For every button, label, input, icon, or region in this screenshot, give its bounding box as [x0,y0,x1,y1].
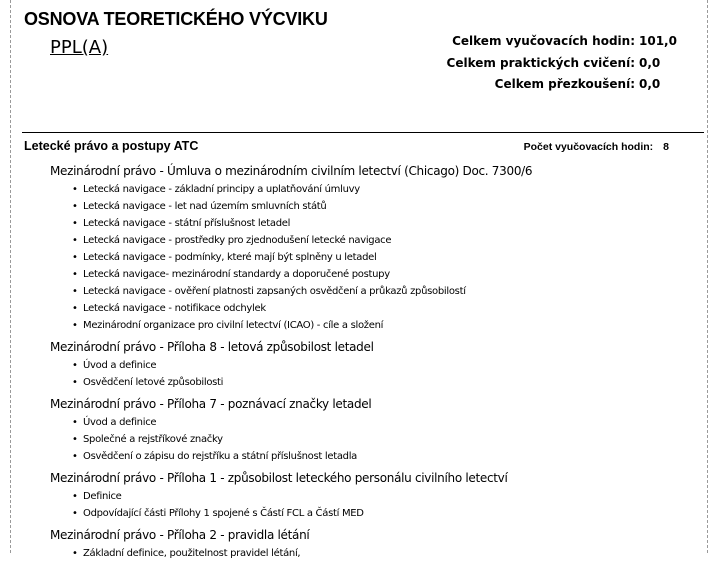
totals-value: 0,0 [639,77,661,91]
list-item: • Definice [50,488,700,505]
section-hours-label: Počet vyučovacích hodin: [523,141,654,153]
bullet-icon: • [72,218,78,229]
bullet-icon: • [72,201,78,212]
bullet-icon: • [72,508,78,519]
totals-row-lessons [447,31,681,53]
bullet-icon: • [72,377,78,388]
list-item: • Letecká navigace- mezinárodní standardy a doporučené postupy [50,266,700,283]
bullet-icon: • [72,434,78,445]
list-item: • Letecká navigace - ověření platnosti zapsaných osvědčení a průkazů způsobilostí [50,283,700,300]
bullet-icon: • [72,252,78,263]
list-item: • Osvědčení letové způsobilosti [50,374,700,391]
bullet-icon: • [72,303,78,314]
topic-list [50,162,700,566]
document-subtitle: PPL(A) [50,37,109,58]
list-item: • Mezinárodní organizace pro civilní letectví (ICAO) - cíle a složení [50,317,700,334]
document-page [10,0,708,559]
totals-label: Celkem přezkoušení: [494,77,635,91]
totals-label: Celkem praktických cvičení: [446,55,635,70]
bullet-icon: • [72,320,78,331]
topic-title: Mezinárodní právo - Příloha 2 - pravidla létání [50,528,310,542]
bullet-icon: • [72,417,78,428]
list-item: • Úvod a definice [50,414,700,431]
list-item: • Společné a rejstříkové značky [50,431,700,448]
bullet-icon: • [72,235,78,246]
topic-block [50,469,700,522]
list-item: • Letecká navigace - let nad územím smluvních států [50,198,700,215]
topic-items [50,181,700,334]
topic-block [50,338,700,391]
list-item: • Úvod a definice [50,357,700,374]
topic-title: Mezinárodní právo - Příloha 8 - letová způsobilost letadel [50,340,374,354]
list-item: • Letecká navigace - notifikace odchylek [50,300,700,317]
bullet-icon: • [72,451,78,462]
header-divider [22,132,704,133]
list-item: • Letecká navigace - prostředky pro zjednodušení letecké navigace [50,232,700,249]
list-item: • Základní definice, použitelnost pravidel létání, [50,545,700,562]
bullet-icon: • [72,548,78,559]
topic-block [50,526,700,562]
topic-items [50,545,700,562]
topic-block [50,162,700,334]
bullet-icon: • [72,360,78,371]
list-item: • Letecká navigace - podmínky, které mají být splněny u letadel [50,249,700,266]
bullet-icon: • [72,286,78,297]
topic-title: Mezinárodní právo - Příloha 1 - způsobilost leteckého personálu civilního letectví [50,471,508,485]
topic-title: Mezinárodní právo - Úmluva o mezinárodním civilním letectví (Chicago) Doc. 7300/6 [50,164,533,178]
list-item: • Odpovídající části Přílohy 1 spojené s Částí FCL a Částí MED [50,505,700,522]
totals-value: 0,0 [639,55,661,70]
topic-block [50,395,700,465]
topic-items [50,414,700,465]
totals-row-practical [447,53,681,75]
totals-row-exams [447,74,681,96]
section-hours [524,141,669,153]
list-item: • Letecká navigace - státní příslušnost letadel [50,215,700,232]
bullet-icon: • [72,269,78,280]
bullet-icon: • [72,491,78,502]
totals-label: Celkem vyučovacích hodin: [452,34,635,48]
topic-items [50,488,700,522]
totals-value: 101,0 [639,34,677,48]
topic-title: Mezinárodní právo - Příloha 7 - poznávací značky letadel [50,397,372,411]
totals-summary [447,31,681,96]
topic-items [50,357,700,391]
section-hours-value: 8 [663,141,669,153]
list-item: • Osvědčení o zápisu do rejstříku a státní příslušnost letadla [50,448,700,465]
document-title: OSNOVA TEORETICKÉHO VÝCVIKU [24,9,328,29]
bullet-icon: • [72,184,78,195]
section-title: Letecké právo a postupy ATC [24,139,199,153]
list-item: • Letecká navigace - základní principy a uplatňování úmluvy [50,181,700,198]
